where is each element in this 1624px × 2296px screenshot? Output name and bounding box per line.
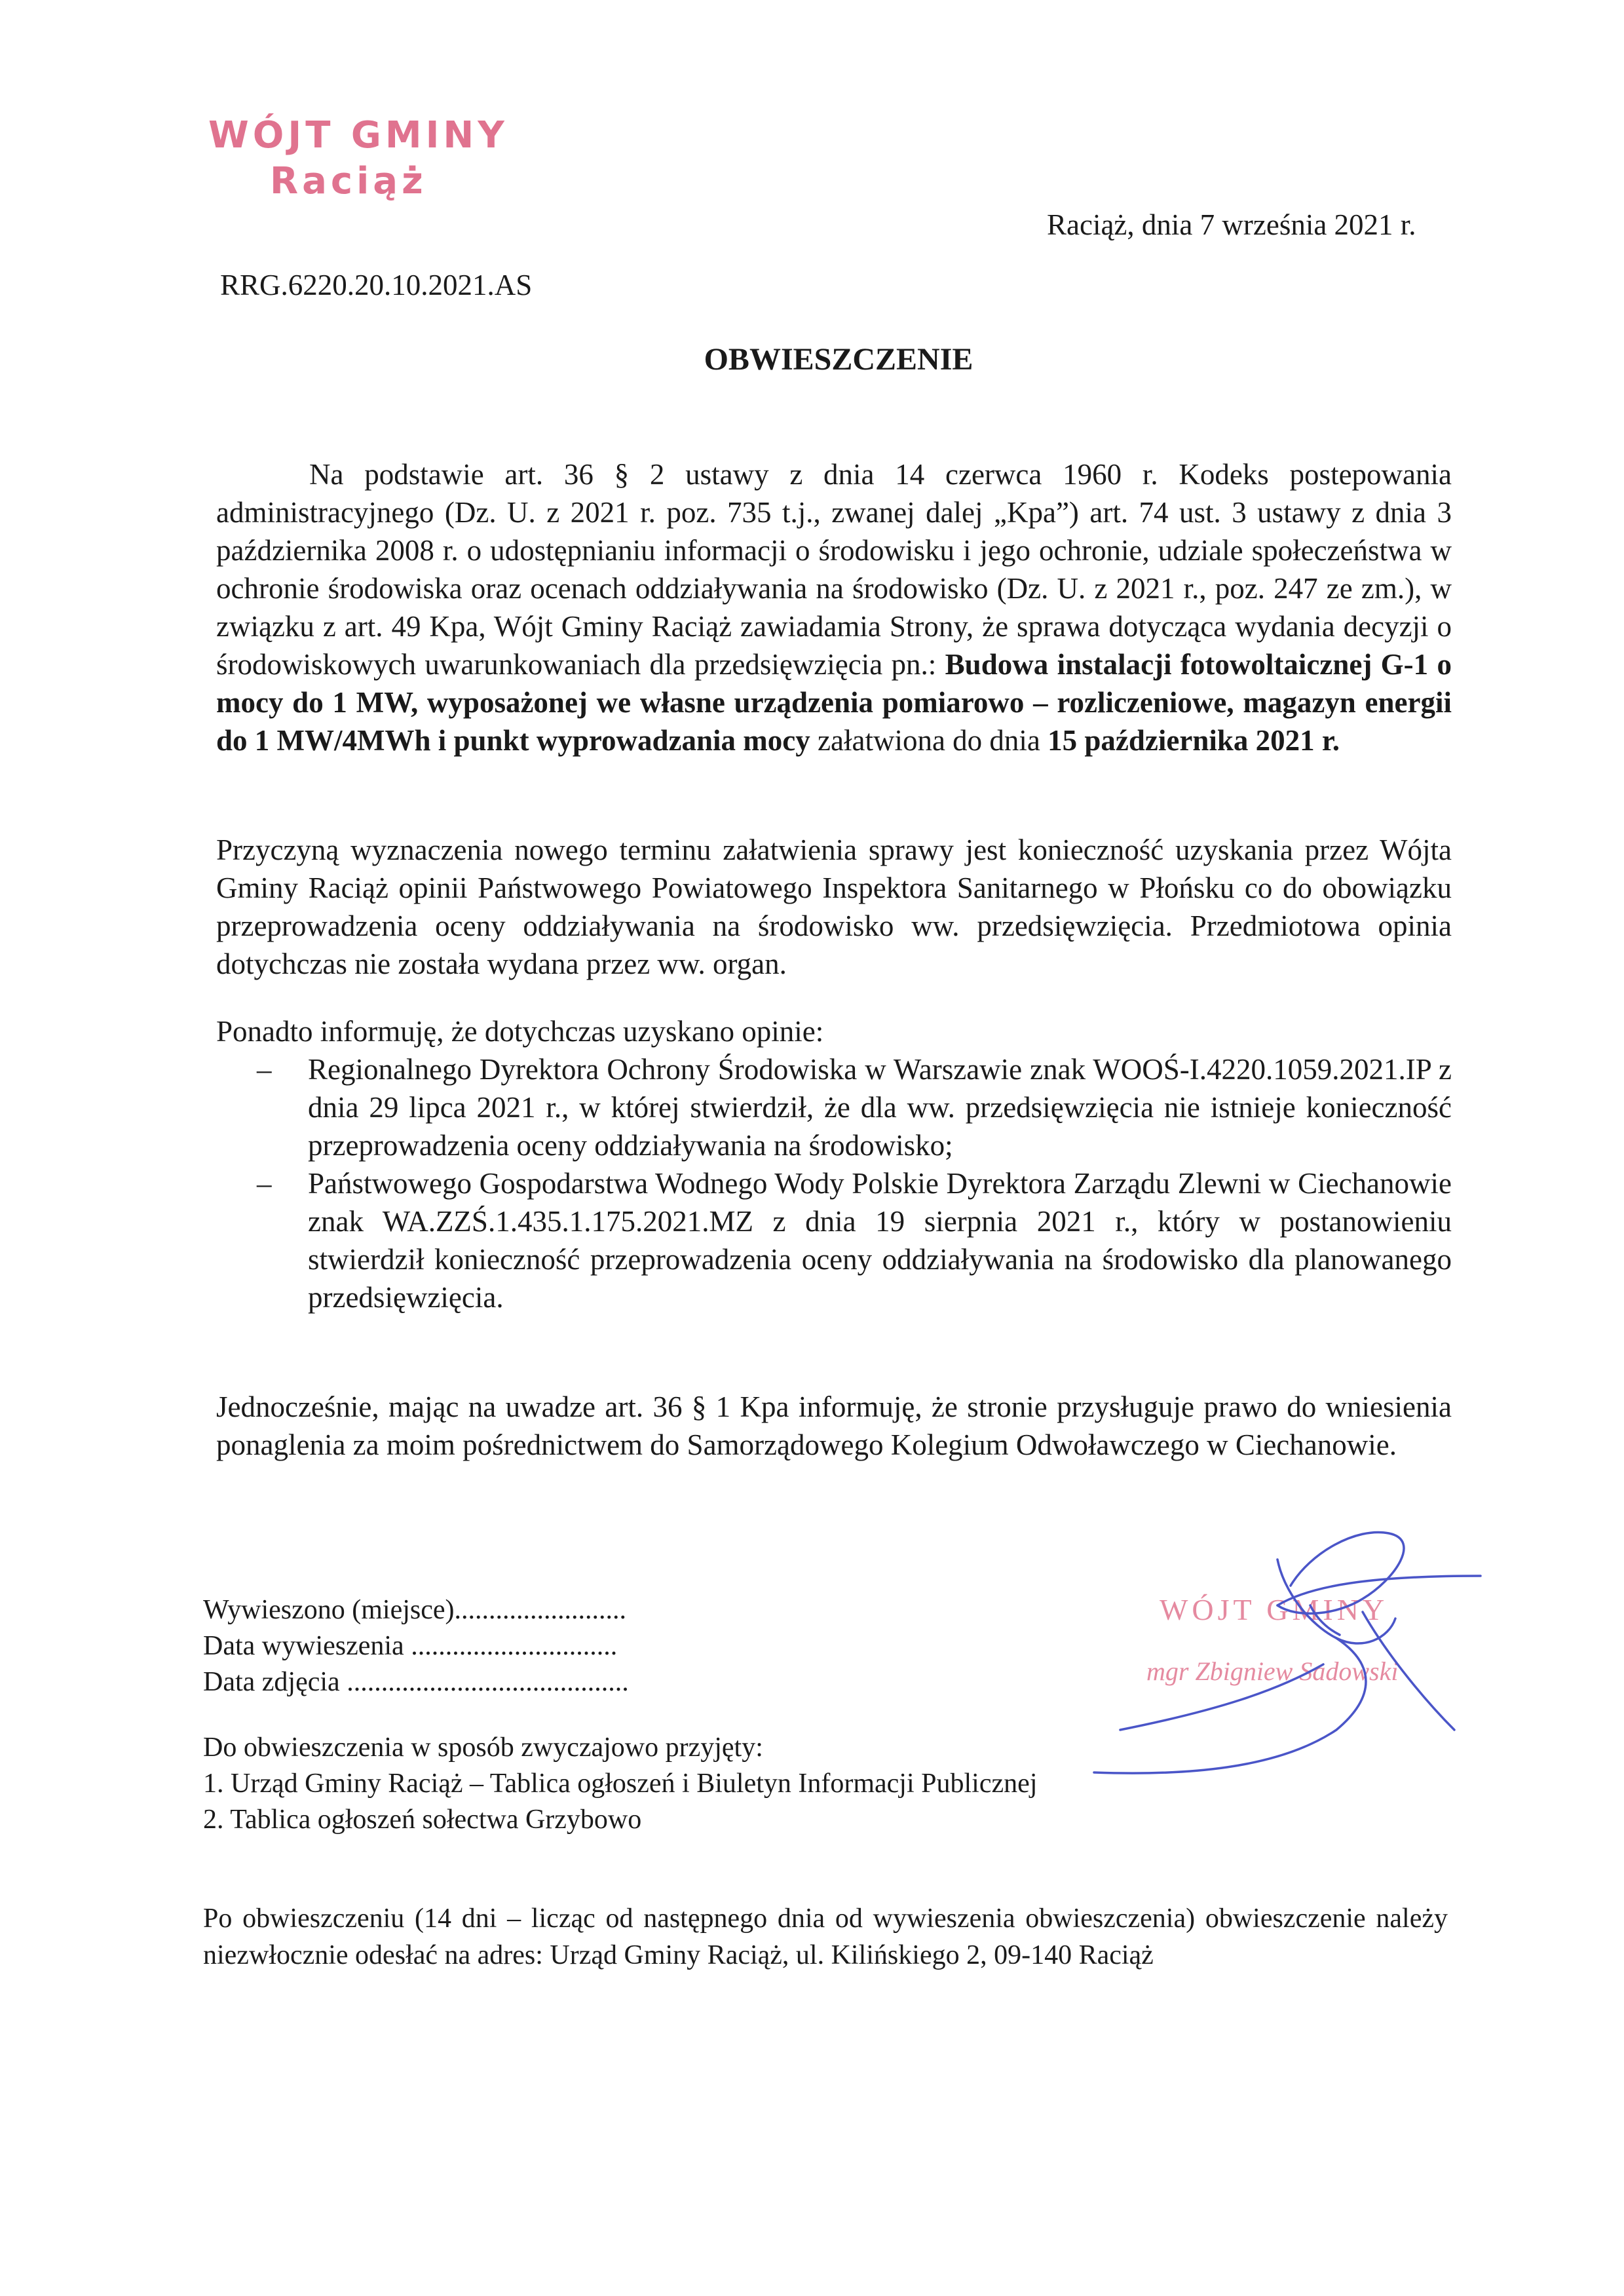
legal-basis-text: Na podstawie art. 36 § 2 ustawy z dnia 14 czerwca 1960 r. Kodeks postepowania administracyjnego (Dz. U. z 2021 r. poz. 735 t.j., zwanej dalej „Kpa”) art. 74 ust. 3 ustawy z dnia 3 października 2008 r. o udostępnianiu informacji o środowisku i jego ochronie, udziale społeczeństwa w ochronie środowiska oraz ocenach oddziaływania na środowisko (Dz. U. z 2021 r., poz. 247 ze zm.), w związku z art. 49 Kpa, Wójt Gminy Raciąż zawiadamia Strony, że sprawa dotycząca wydania decyzji o środowiskowych uwarunkowaniach dla przedsięwzięcia pn.: <box>216 458 1452 681</box>
signature-title: WÓJT GMINY <box>1160 1593 1389 1626</box>
reference-number: RRG.6220.20.10.2021.AS <box>220 269 533 301</box>
page-title: OBWIESZCZENIE <box>704 342 973 377</box>
deadline-date: 15 października 2021 r. <box>1048 724 1340 757</box>
posting-place: Wywieszono (miejsce)......................... <box>203 1595 626 1625</box>
stamp-line-2: Raciąż <box>270 160 427 202</box>
handwritten-signature <box>970 1514 1494 1789</box>
distribution-heading: Do obwieszczenia w sposób zwyczajowo przyjęty: <box>203 1732 763 1763</box>
opinion-text: Państwowego Gospodarstwa Wodnego Wody Polskie Dyrektora Zarządu Zlewni w Ciechanowie znak WA.ZZŚ.1.435.1.175.2021.MZ z dnia 19 sierpnia 2021 r., który w postanowieniu stwierdził konieczność przeprowadzenia oceny oddziaływania na środowisko dla planowanego przedsięwzięcia. <box>308 1167 1452 1314</box>
paragraph-reason: Przyczyną wyznaczenia nowego terminu załatwienia sprawy jest konieczność uzyskania przez Wójta Gminy Raciąż opinii Państwowego Powiatowego Inspektora Sanitarnego w Płońsku co do obowiązku przeprowadzenia oceny oddziaływania na środowisko ww. przedsięwzięcia. Przedmiotowa opinia dotychczas nie została wydana przez ww. organ. <box>216 833 1452 980</box>
paragraph-legal-basis <box>216 455 1452 759</box>
list-item: 2. Tablica ogłoszeń sołectwa Grzybowo <box>203 1805 642 1835</box>
deadline-connector: załatwiona do dnia <box>810 724 1048 757</box>
list-item <box>216 1050 1452 1164</box>
list-item: 1. Urząd Gminy Raciąż – Tablica ogłoszeń i Biuletyn Informacji Publicznej <box>203 1769 1038 1799</box>
stamp-line-1: WÓJT GMINY <box>208 114 508 157</box>
footer-note: Po obwieszczeniu (14 dni – licząc od następnego dnia od wywieszenia obwieszczenia) obwieszczenie należy niezwłocznie odesłać na adres: Urząd Gminy Raciąż, ul. Kilińskiego 2, 09-140 Raciąż <box>203 1904 1448 1970</box>
project-name: Budowa instalacji fotowoltaicznej G-1 o mocy do 1 MW, wyposażonej we własne urządzenia pomiarowo – rozliczeniowe, magazyn energii do 1 MW/4MWh i punkt wyprowadzania mocy <box>216 648 1452 757</box>
list-dash: – <box>257 1167 272 1200</box>
paragraph-opinions <box>216 1012 1452 1316</box>
office-stamp <box>208 113 508 204</box>
place-date: Raciąż, dnia 7 września 2021 r. <box>1047 208 1416 241</box>
posting-fields <box>203 1592 629 1700</box>
paragraph-appeal-right: Jednocześnie, mając na uwadze art. 36 § 1 Kpa informuję, że stronie przysługuje prawo do wniesienia ponaglenia za moim pośrednictwem do Samorządowego Kolegium Odwoławczego w Ciechanowie. <box>216 1390 1452 1461</box>
opinions-intro: Ponadto informuję, że dotychczas uzyskano opinie: <box>216 1015 824 1048</box>
removal-date: Data zdjęcia ......................................... <box>203 1667 629 1697</box>
opinions-list <box>216 1050 1452 1316</box>
list-dash: – <box>257 1053 272 1086</box>
posting-date: Data wywieszenia .............................. <box>203 1631 618 1661</box>
opinion-text: Regionalnego Dyrektora Ochrony Środowiska w Warszawie znak WOOŚ-I.4220.1059.2021.IP z dnia 29 lipca 2021 r., w której stwierdził, że dla ww. przedsięwzięcia nie istnieje konieczność przeprowadzenia oceny oddziaływania na środowisko; <box>308 1053 1452 1162</box>
signature-name: mgr Zbigniew Sadowski <box>1146 1656 1399 1686</box>
list-item <box>216 1164 1452 1316</box>
distribution-list <box>203 1730 1037 1838</box>
